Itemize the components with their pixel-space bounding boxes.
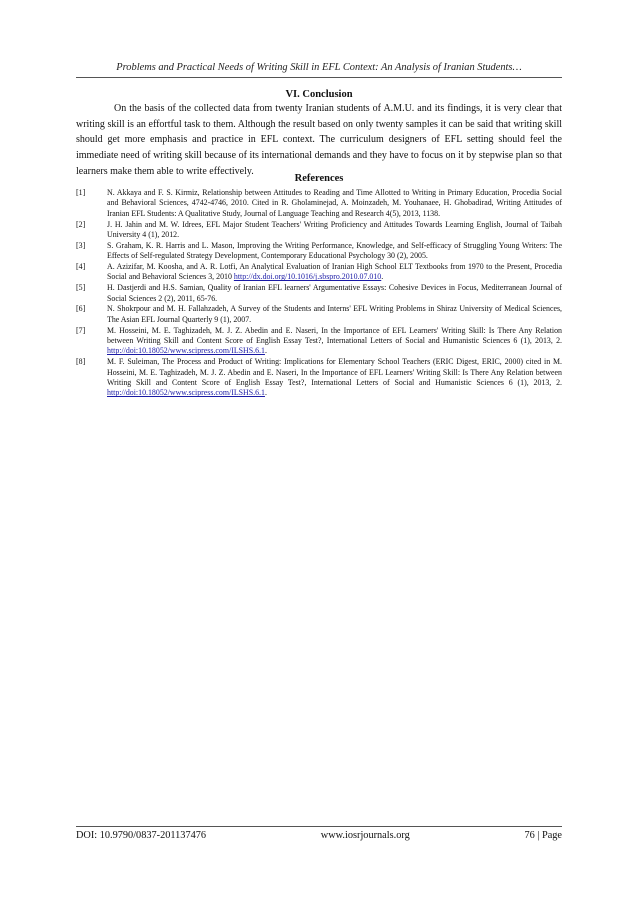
reference-body: M. Hosseini, M. E. Taghizadeh, M. J. Z. Abedin and E. Naseri, In the Importance of EFL Learners' Writing Skill: Is There Any Relation between Writing Skill and Content Score of English Essay Test?, International Letters of Social and Humanistic Sciences 6 (1), 2013, 2. [107, 325, 562, 346]
footer-page-number: 76 | Page [524, 830, 562, 841]
reference-body: H. Dastjerdi and H.S. Samian, Quality of Iranian EFL learners' Argumentative Essays: Cohesive Devices in Focus, Mediterranean Journal of Social Sciences 2 (2), 2011, 65-76. [107, 283, 562, 303]
header-rule [76, 77, 562, 78]
reference-number: [3] [76, 240, 86, 250]
reference-item [76, 220, 562, 241]
reference-tail: . [264, 346, 267, 356]
reference-number: [7] [76, 325, 86, 335]
reference-text [107, 188, 562, 219]
footer-site: www.iosrjournals.org [320, 830, 410, 841]
reference-body: A. Azizifar, M. Koosha, and A. R. Lotfi, An Analytical Evaluation of Iranian High School ELT Textbooks from 1970 to the Present, Procedia Social and Behavioral Sciences 3, 2010 [107, 262, 562, 282]
reference-number: [5] [76, 283, 86, 293]
reference-body: N. Shokrpour and M. H. Fallahzadeh, A Survey of the Students and Interns' EFL Writing Problems in Shiraz University of Medical Sciences, The Asian EFL Journal Quarterly 9 (1), 2007. [107, 304, 562, 324]
reference-body: J. H. Jahin and M. W. Idrees, EFL Major Student Teachers' Writing Proficiency and Attitudes Towards Learning English, Journal of Taibah University 4 (1), 2012. [107, 219, 562, 240]
reference-link[interactable]: http://dx.doi.org/10.1016/j.sbspro.2010.07.010 [233, 272, 382, 282]
reference-link[interactable]: http://doi:10.18052/www.scipress.com/ILSHS.6.1 [107, 346, 265, 356]
references-list [76, 188, 562, 399]
reference-number: [1] [76, 188, 86, 197]
reference-number: [4] [76, 262, 86, 272]
reference-item [76, 262, 562, 283]
page-footer [76, 830, 562, 841]
reference-body: M. F. Suleiman, The Process and Product of Writing: Implications for Elementary School Teachers (ERIC Digest, ERIC, 2000) cited in M. Hosseini, M. E. Taghizadeh, M. J. Z. Abedin and E. Naseri, In the Importance of EFL Learners' Writing Skill: Is There Any Relation between Writing Skill and Content Score of English Essay Test?, International Letters of Social and Humanistic Sciences 6 (1), 2013, 2. [107, 357, 562, 388]
reference-number: [2] [76, 219, 86, 229]
reference-text [107, 283, 562, 304]
running-header: Problems and Practical Needs of Writing Skill in EFL Context: An Analysis of Iranian Students… [116, 62, 522, 73]
footer-rule [76, 826, 562, 827]
reference-number: [6] [76, 304, 86, 314]
reference-item [76, 188, 562, 219]
reference-link[interactable]: http://doi:10.18052/www.scipress.com/ILSHS.6.1 [107, 388, 265, 398]
reference-tail: . [264, 388, 267, 398]
reference-item [76, 357, 562, 399]
reference-text [107, 326, 562, 357]
reference-item [76, 326, 562, 357]
reference-item [76, 283, 562, 304]
footer-doi: DOI: 10.9790/0837-201137476 [76, 830, 207, 841]
reference-item [76, 304, 562, 325]
reference-text [107, 241, 562, 262]
reference-number: [8] [76, 357, 86, 367]
reference-text [107, 357, 562, 399]
reference-item [76, 241, 562, 262]
reference-text [107, 220, 562, 241]
conclusion-paragraph: On the basis of the collected data from twenty Iranian students of A.M.U. and its findings, it is very clear that writing skill is an effortful task to them. Although the result based on only twenty samples it can be said that writing skill should get more emphasis and practice in EFL context. The curriculum designers of EFL setting should feel the immediate need of writing skill because of its international demands and they have to focus on it by stepwise plan so that learners make them able to write effectively. [76, 103, 562, 177]
reference-text [107, 304, 562, 325]
reference-text [107, 262, 562, 283]
reference-tail: . [381, 272, 384, 282]
reference-body: N. Akkaya and F. S. Kirmiz, Relationship between Attitudes to Reading and Time Allotted to Writing in Primary Education, Procedia Social and Behavioral Sciences, 4742-4746, 2010. Cited in R. Gholaminejad, A. Moinzadeh, M. Youhanaee, H. Ghobadirad, Writing Attitudes of Iranian EFL Students: A Qualitative Study, Journal of Language Teaching and Research 4(5), 2013, 1138. [107, 188, 562, 218]
conclusion-heading: VI. Conclusion [285, 89, 353, 100]
reference-body: S. Graham, K. R. Harris and L. Mason, Improving the Writing Performance, Knowledge, and Self-efficacy of Struggling Young Writers: The Effects of Self-regulated Strategy Development, Contemporary Educational Psychology 30 (2), 2005. [107, 240, 562, 261]
references-heading: References [294, 173, 344, 184]
